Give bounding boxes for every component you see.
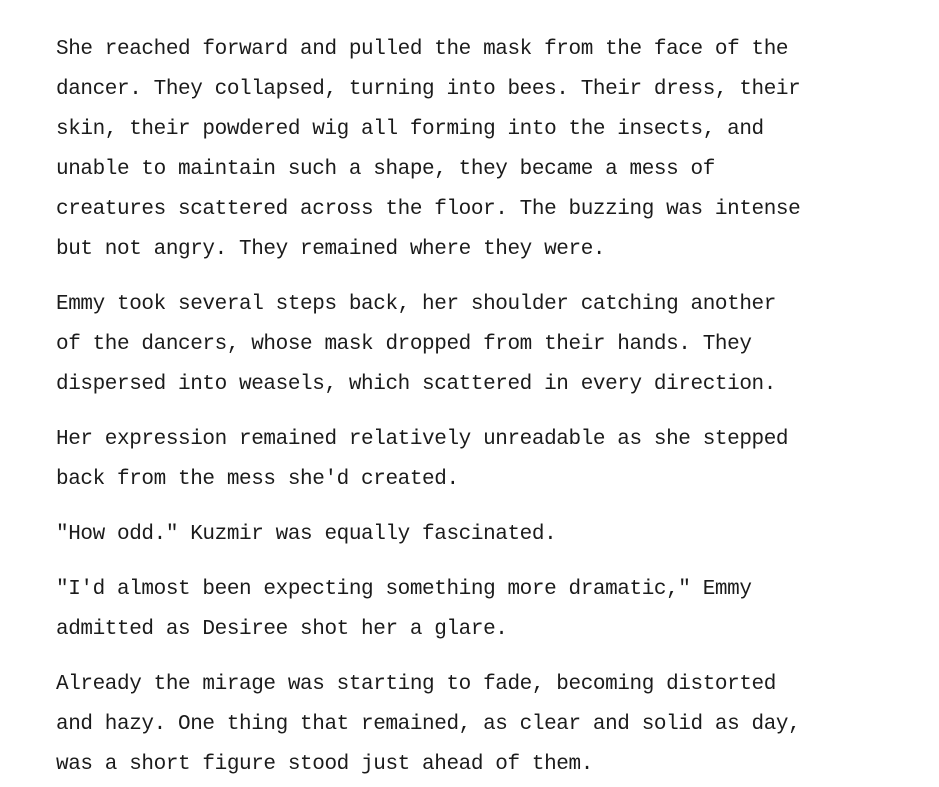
document-page — [56, 30, 916, 785]
paragraph-1: She reached forward and pulled the mask from the face of the dancer. They collapsed, turning into bees. Their dress, their skin, their powdered wig all forming into the insects, and unable to maintain such a shape, they became a mess of creatures scattered across the floor. The buzzing was intense but not angry. They remained where they were. — [56, 38, 801, 261]
paragraph-6: Already the mirage was starting to fade, becoming distorted and hazy. One thing that remained, as clear and solid as day, was a short figure stood just ahead of them. — [56, 673, 801, 776]
paragraph-5: "I'd almost been expecting something more dramatic," Emmy admitted as Desiree shot her a glare. — [56, 578, 752, 641]
paragraph-3: Her expression remained relatively unreadable as she stepped back from the mess she'd created. — [56, 428, 789, 491]
paragraph-2: Emmy took several steps back, her shoulder catching another of the dancers, whose mask dropped from their hands. They dispersed into weasels, which scattered in every direction. — [56, 293, 776, 396]
paragraph-4: "How odd." Kuzmir was equally fascinated. — [56, 523, 557, 546]
